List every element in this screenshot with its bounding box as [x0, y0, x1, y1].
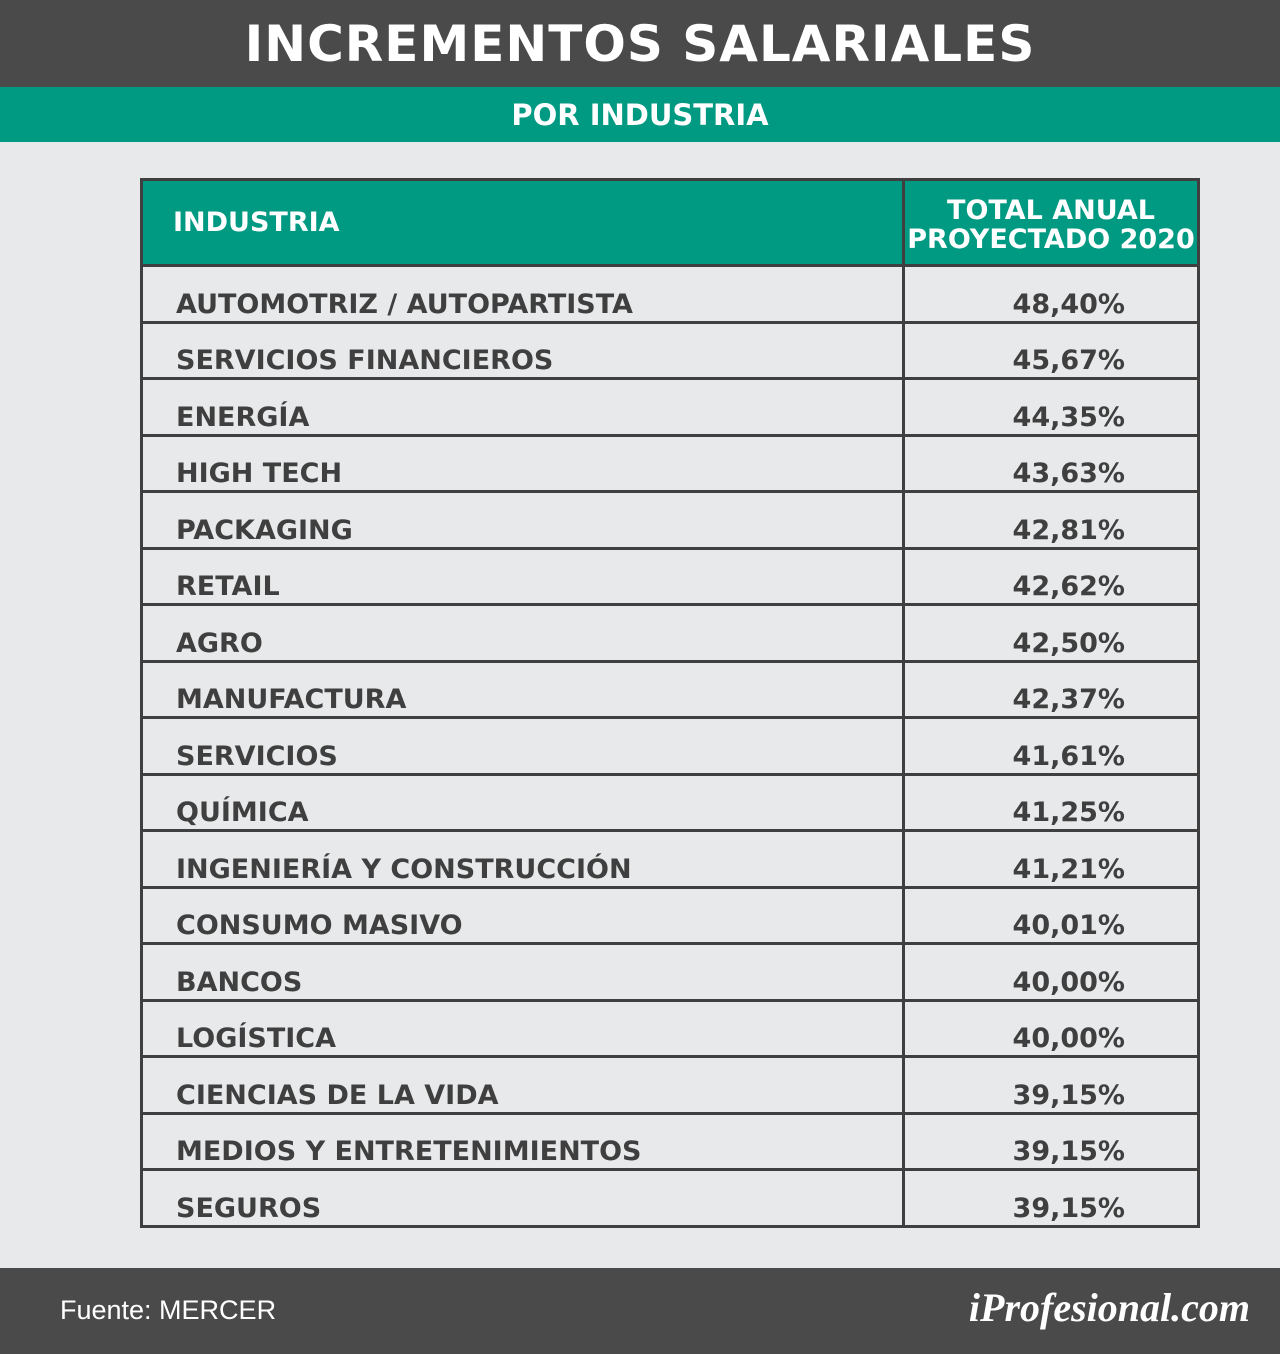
industry-cell: LOGÍSTICA	[142, 1000, 904, 1057]
industry-cell: SEGUROS	[142, 1170, 904, 1227]
value-cell: 42,37%	[904, 661, 1199, 718]
industry-cell: QUÍMICA	[142, 774, 904, 831]
column-header-total-line-1: TOTAL ANUAL	[947, 194, 1155, 226]
table-header-row	[142, 180, 1199, 266]
table-row	[142, 944, 1199, 1001]
table-row	[142, 718, 1199, 775]
table-row	[142, 661, 1199, 718]
value-cell: 41,61%	[904, 718, 1199, 775]
table-row	[142, 1113, 1199, 1170]
table-row	[142, 548, 1199, 605]
title-bar	[0, 0, 1280, 87]
value-cell: 41,25%	[904, 774, 1199, 831]
table-row	[142, 1170, 1199, 1227]
table-row	[142, 492, 1199, 549]
table-row	[142, 605, 1199, 662]
source-credit: Fuente: MERCER	[60, 1295, 277, 1325]
value-cell: 44,35%	[904, 379, 1199, 436]
industry-cell: ENERGÍA	[142, 379, 904, 436]
value-cell: 39,15%	[1012, 1192, 1125, 1224]
industry-cell: INGENIERÍA Y CONSTRUCCIÓN	[142, 831, 904, 888]
table-row	[142, 774, 1199, 831]
subtitle-bar	[0, 87, 1280, 142]
industry-cell: BANCOS	[142, 944, 904, 1001]
value-cell: 40,00%	[904, 1000, 1199, 1057]
page-subtitle: POR INDUSTRIA	[511, 97, 769, 132]
column-header-industry: INDUSTRIA	[142, 180, 904, 266]
footer	[0, 1268, 1280, 1354]
industry-cell: AUTOMOTRIZ / AUTOPARTISTA	[142, 266, 904, 323]
brand-logo: iProfesional.com	[968, 1285, 1250, 1330]
value-cell: 40,00%	[904, 944, 1199, 1001]
value-cell: 45,67%	[904, 322, 1199, 379]
value-cell: 40,01%	[904, 887, 1199, 944]
table-row	[142, 831, 1199, 888]
table-row	[142, 266, 1199, 323]
value-cell: 42,81%	[904, 492, 1199, 549]
industry-cell: MEDIOS Y ENTRETENIMIENTOS	[142, 1113, 904, 1170]
industry-cell: SERVICIOS	[142, 718, 904, 775]
industry-cell: CONSUMO MASIVO	[142, 887, 904, 944]
table-row	[142, 1000, 1199, 1057]
table-row	[142, 887, 1199, 944]
table-body	[142, 266, 1199, 1227]
value-cell: 48,40%	[904, 266, 1199, 323]
industry-cell: AGRO	[142, 605, 904, 662]
industry-cell: CIENCIAS DE LA VIDA	[142, 1057, 904, 1114]
value-cell: 43,63%	[904, 435, 1199, 492]
value-cell: 39,15%	[904, 1113, 1199, 1170]
column-header-total	[904, 180, 1199, 266]
table-row	[142, 1057, 1199, 1114]
value-cell: 39,15%	[904, 1057, 1199, 1114]
table-row	[142, 435, 1199, 492]
table-row	[142, 379, 1199, 436]
value-cell: 41,21%	[904, 831, 1199, 888]
column-header-total-line-2: PROYECTADO 2020	[907, 223, 1195, 255]
table-row	[142, 322, 1199, 379]
value-cell: 42,62%	[904, 548, 1199, 605]
industry-cell: HIGH TECH	[142, 435, 904, 492]
industry-cell: MANUFACTURA	[142, 661, 904, 718]
value-cell: 42,50%	[904, 605, 1199, 662]
page-title: INCREMENTOS SALARIALES	[244, 14, 1036, 73]
industry-cell: SERVICIOS FINANCIEROS	[142, 322, 904, 379]
industry-cell: PACKAGING	[142, 492, 904, 549]
salary-table	[140, 178, 1200, 1228]
salary-table-container	[140, 178, 1200, 1233]
industry-cell: RETAIL	[142, 548, 904, 605]
